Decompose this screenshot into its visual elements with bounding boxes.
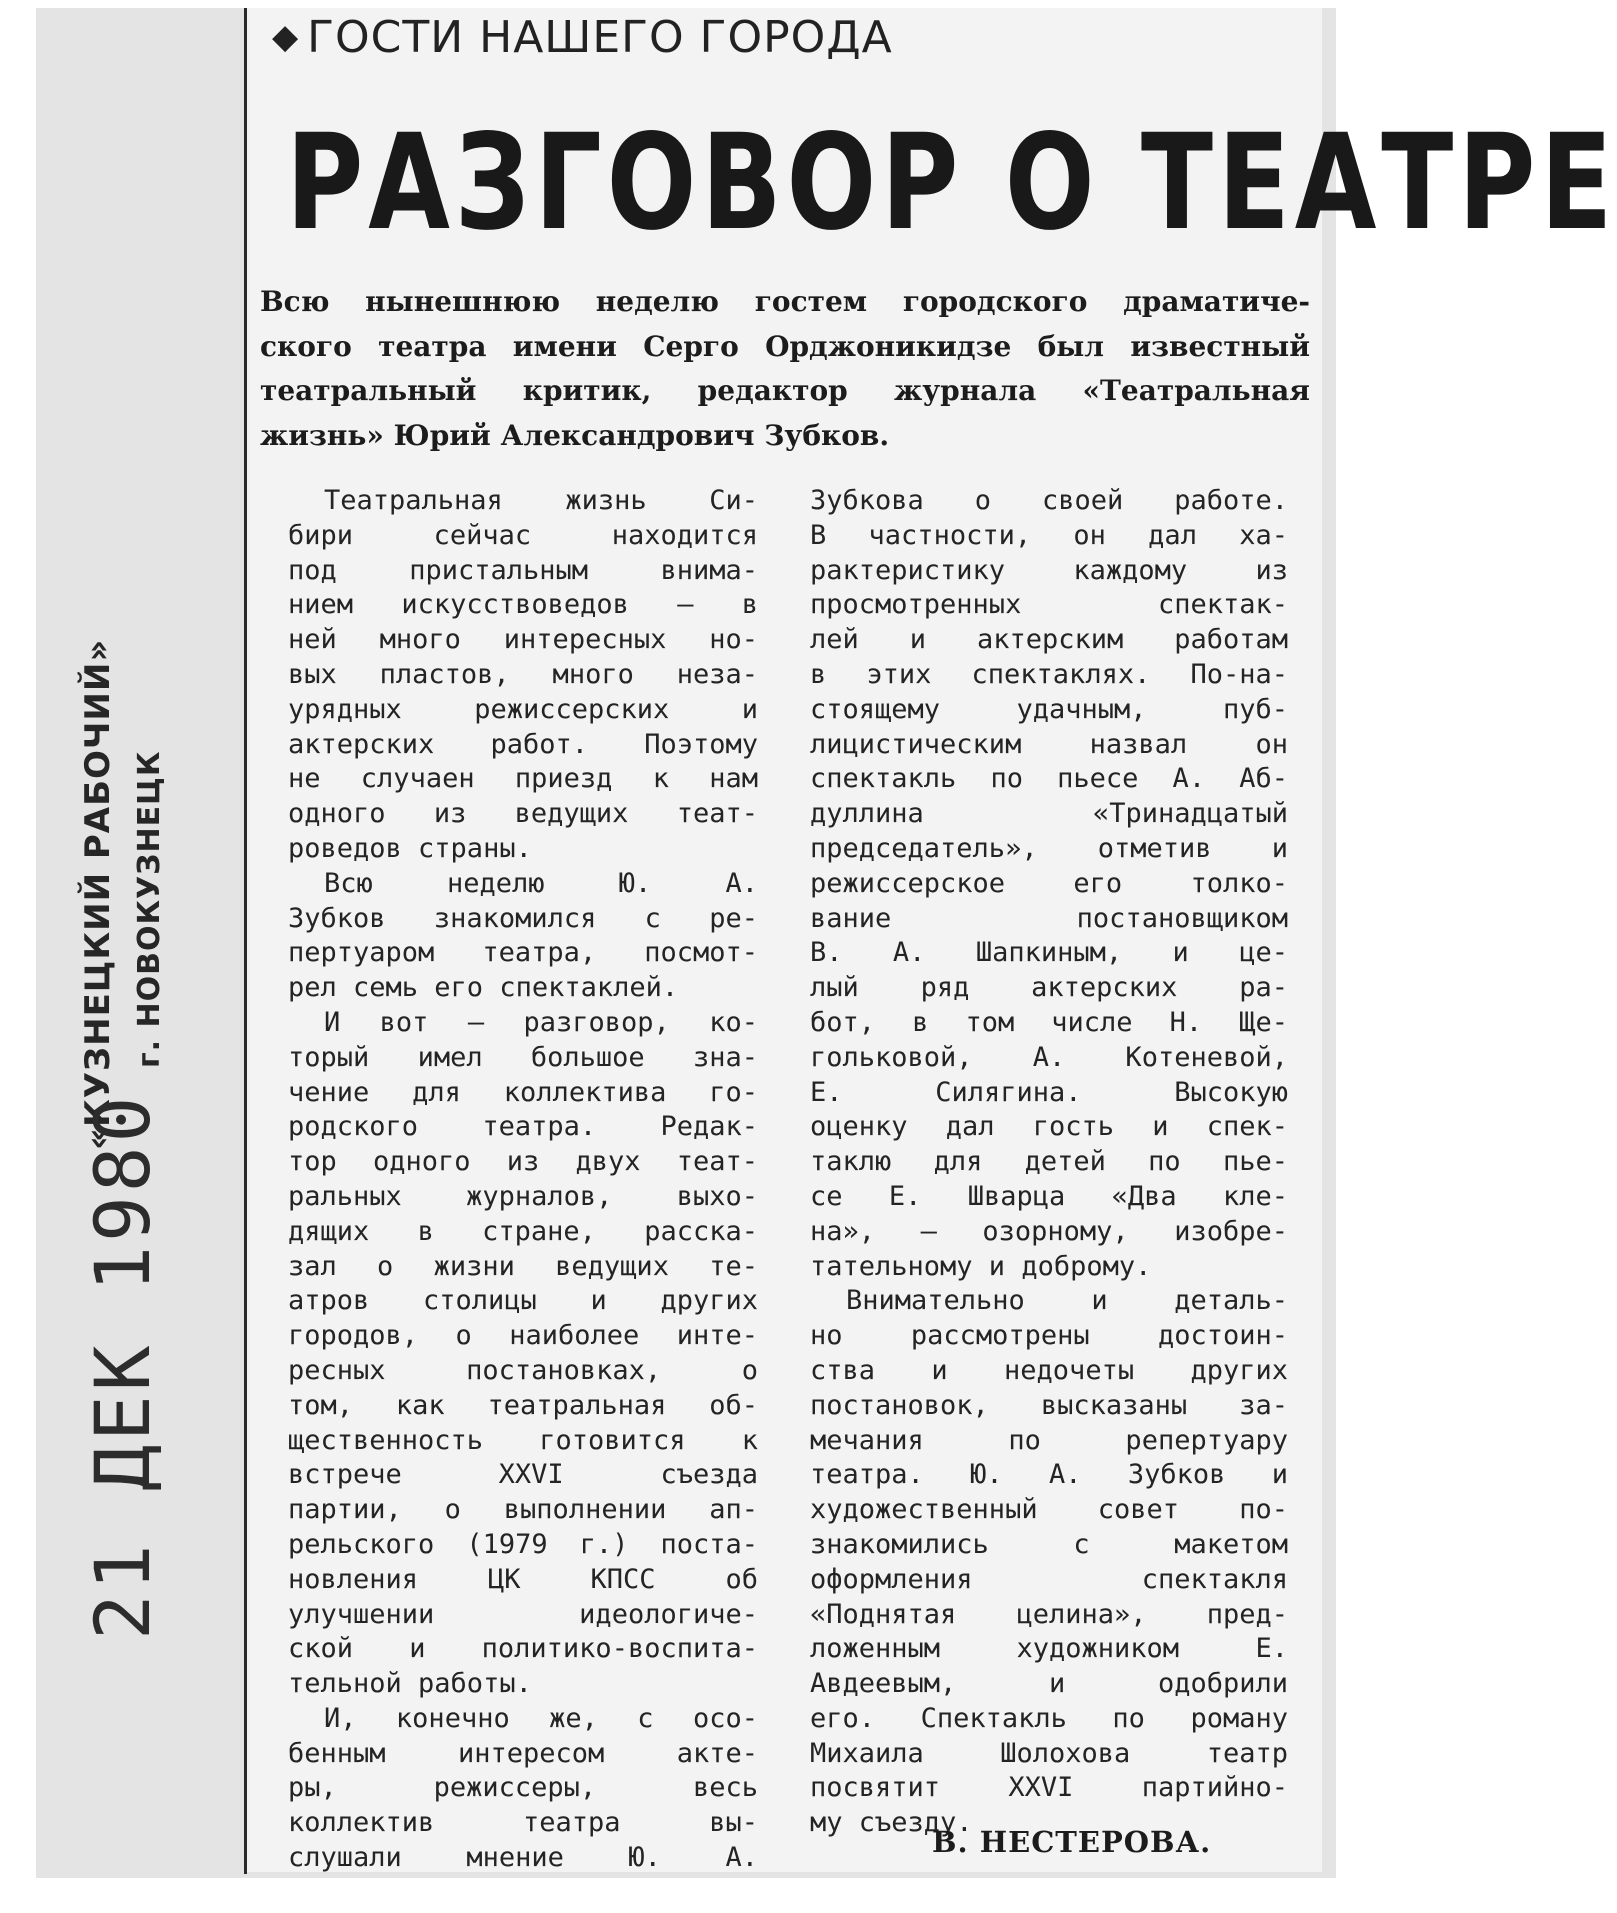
article-line: ресных постановках, о <box>288 1354 758 1386</box>
article-line: Зубков знакомился с ре- <box>288 902 758 934</box>
article-line: его. Спектакль по роману <box>810 1702 1288 1734</box>
article-line: торый имел большое зна- <box>288 1041 758 1073</box>
article-line: одного из ведущих теат- <box>288 798 758 830</box>
article-line: дуллина «Тринадцатый <box>810 798 1288 830</box>
article-line: роведов страны. <box>288 832 532 864</box>
article-line: рел семь его спектаклей. <box>288 972 679 1004</box>
article-line: рельского (1979 г.) поста- <box>288 1528 758 1560</box>
article-line: просмотренных спектак- <box>810 589 1288 621</box>
article-line: актерских работ. Поэтому <box>288 728 758 760</box>
article-line: оформления спектакля <box>810 1563 1288 1595</box>
article-line: гольковой, А. Котеневой, <box>810 1041 1288 1073</box>
article-line: ней много интересных но- <box>288 624 758 656</box>
article-line: партии, о выполнении ап- <box>288 1494 758 1526</box>
article-line: бот, в том числе Н. Ще- <box>810 1006 1288 1038</box>
article-line: Авдеевым, и одобрили <box>810 1668 1288 1700</box>
article-line: постановок, высказаны за- <box>810 1389 1288 1421</box>
article-line: В частности, он дал ха- <box>810 519 1288 551</box>
article-line: ства и недочеты других <box>810 1354 1288 1386</box>
article-line: бири сейчас находится <box>288 519 758 551</box>
article-line: в этих спектаклях. По-на- <box>810 658 1288 690</box>
stamp-date: 21 ДЕК 1980 <box>78 1092 167 1640</box>
article-line: мечания по репертуару <box>810 1424 1288 1456</box>
article-line: таклю для детей по пье- <box>810 1146 1288 1178</box>
rubric-title: ГОСТИ НАШЕГО ГОРОДА <box>307 12 893 63</box>
article-line: улучшении идеологиче- <box>288 1598 758 1630</box>
article-line: Театральная жизнь Си- <box>324 485 758 516</box>
article-line: оценку дал гость и спек- <box>810 1111 1288 1143</box>
article-line: слушали мнение Ю. А. <box>288 1842 758 1874</box>
article-line: Всю неделю Ю. А. <box>324 867 758 899</box>
article-line: тельной работы. <box>288 1668 532 1700</box>
article-line: ры, режиссеры, весь <box>288 1772 758 1804</box>
article-line: том, как театральная об- <box>288 1389 758 1421</box>
article-line: посвятит XXVI партийно- <box>810 1772 1288 1804</box>
stamp-city: г. НОВОКУЗНЕЦК <box>132 750 167 1068</box>
article-line: урядных режиссерских и <box>288 693 758 725</box>
article-line: ложенным художником Е. <box>810 1633 1288 1665</box>
article-line: щественность готовится к <box>288 1424 758 1456</box>
article-line: вание постановщиком <box>810 902 1288 934</box>
article-line: атров столицы и других <box>288 1285 758 1317</box>
right-column <box>810 484 1288 1841</box>
article-line: родского театра. Редак- <box>288 1111 758 1143</box>
lead-paragraph <box>260 280 1310 458</box>
article-line: бенным интересом акте- <box>288 1737 758 1769</box>
stamp-newspaper-name: «КУЗНЕЦКИЙ РАБОЧИЙ» <box>78 638 118 1150</box>
article-line: встрече XXVI съезда <box>288 1459 758 1491</box>
article-line: Михаила Шолохова театр <box>810 1737 1288 1769</box>
article-line: дящих в стране, расска- <box>288 1215 758 1247</box>
article-line: И вот — разговор, ко- <box>324 1006 758 1038</box>
article-line: на», — озорному, изобре- <box>810 1215 1288 1247</box>
article-line: Зубкова о своей работе. <box>810 485 1288 516</box>
article-line: зал о жизни ведущих те- <box>288 1250 758 1282</box>
article-line: ской и политико-воспита- <box>288 1633 758 1665</box>
article-line: художественный совет по- <box>810 1494 1288 1526</box>
article-line: тательному и доброму. <box>810 1250 1152 1282</box>
article-line: се Е. Шварца «Два кле- <box>810 1180 1288 1212</box>
lead-line: жизнь» Юрий Александрович Зубков. <box>260 418 890 452</box>
article-line: коллектив театра вы- <box>288 1807 758 1839</box>
left-column <box>288 484 758 1876</box>
article-line: рактеристику каждому из <box>810 554 1288 586</box>
article-line: Е. Силягина. Высокую <box>810 1076 1288 1108</box>
article-line: режиссерское его толко- <box>810 867 1288 899</box>
diamond-icon: ◆ <box>272 17 300 57</box>
article-line: «Поднятая целина», пред- <box>810 1598 1288 1630</box>
article-line: знакомились с макетом <box>810 1528 1288 1560</box>
article-line: театра. Ю. А. Зубков и <box>810 1459 1288 1491</box>
article-line: Внимательно и деталь- <box>846 1285 1288 1317</box>
rubric <box>272 12 893 63</box>
lead-line: Всю нынешнюю неделю гостем городского драматиче- <box>260 285 1310 318</box>
article-line: спектакль по пьесе А. Аб- <box>810 763 1288 795</box>
article-line: городов, о наиболее инте- <box>288 1320 758 1352</box>
article-line: лей и актерским работам <box>810 624 1288 656</box>
article-line: под пристальным внима- <box>288 554 758 586</box>
byline: В. НЕСТЕРОВА. <box>932 1825 1212 1859</box>
article-line: чение для коллектива го- <box>288 1076 758 1108</box>
article-line: ральных журналов, выхо- <box>288 1180 758 1212</box>
column-divider <box>244 8 247 1874</box>
article-line: лый ряд актерских ра- <box>810 972 1288 1004</box>
headline: РАЗГОВОР О ТЕАТРЕ <box>286 106 1617 260</box>
article-line: В. А. Шапкиным, и це- <box>810 937 1288 969</box>
article-line: лицистическим назвал он <box>810 728 1288 760</box>
article-line: пертуаром театра, посмот- <box>288 937 758 969</box>
article-line: му съезду. <box>810 1807 973 1839</box>
lead-line: ского театра имени Серго Орджоникидзе был известный <box>260 329 1310 363</box>
article-line: тор одного из двух теат- <box>288 1146 758 1178</box>
article-line: И, конечно же, с осо- <box>324 1702 758 1734</box>
article-line: новления ЦК КПСС об <box>288 1563 758 1595</box>
article-line: не случаен приезд к нам <box>288 763 758 795</box>
article-line: стоящему удачным, пуб- <box>810 693 1288 725</box>
article-line: вых пластов, много неза- <box>288 658 758 690</box>
article-line: но рассмотрены достоин- <box>810 1320 1288 1352</box>
lead-line: театральный критик, редактор журнала «Театральная <box>260 374 1310 407</box>
article-line: нием искусствоведов — в <box>288 589 758 621</box>
article-line: председатель», отметив и <box>810 832 1288 864</box>
